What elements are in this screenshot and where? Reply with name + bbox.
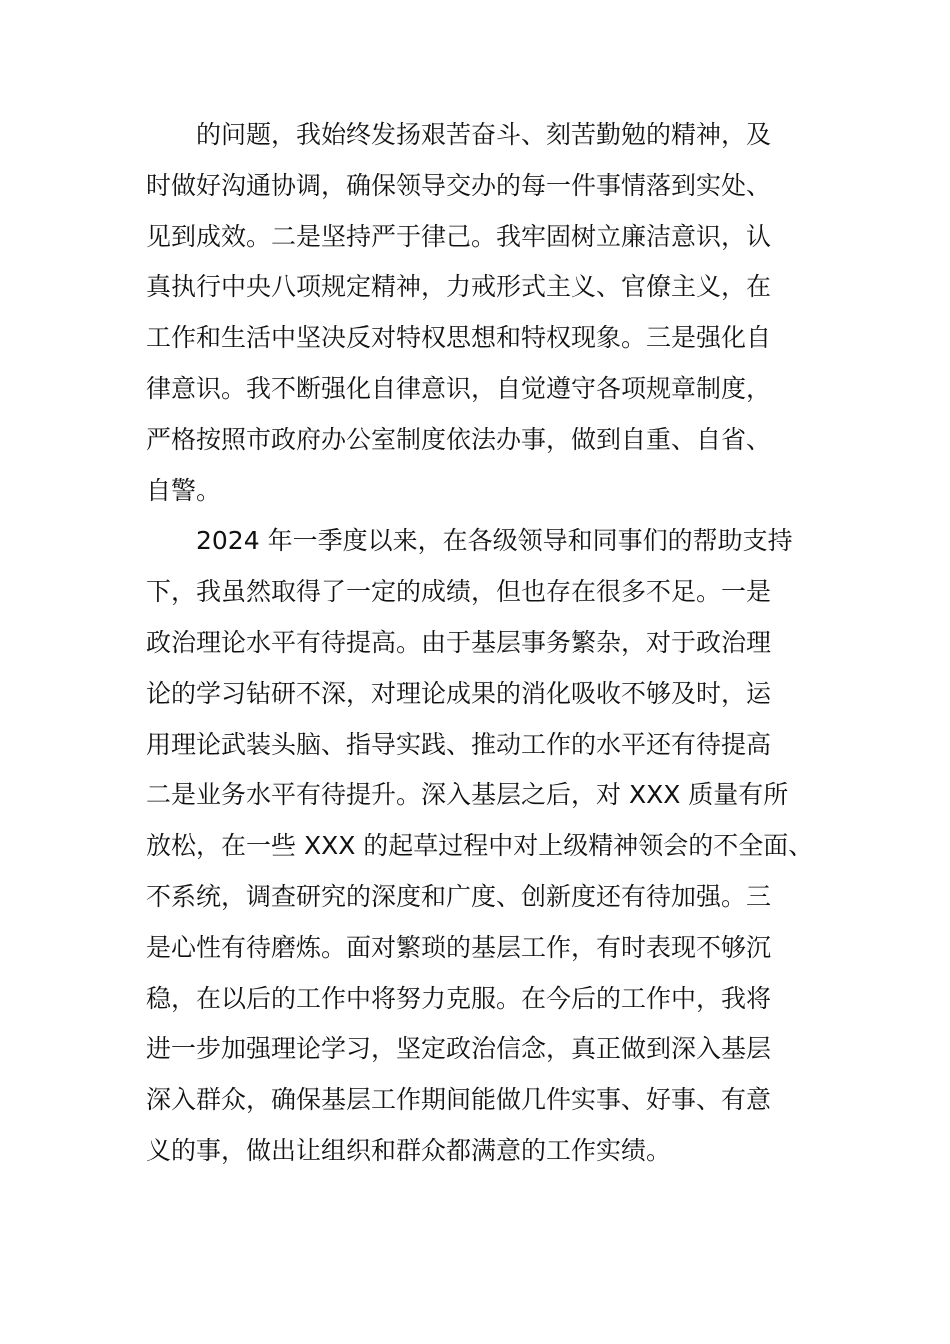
text-line: 严格按照市政府办公室制度依法办事，做到自重、自省、 [146,424,772,454]
document-body [146,110,816,1177]
text-line: 工作和生活中坚决反对特权思想和特权现象。三是强化自 [146,323,772,353]
text-line: 不系统，调查研究的深度和广度、创新度还有待加强。三 [146,881,772,911]
text-line: 深入群众，确保基层工作期间能做几件实事、好事、有意 [146,1085,772,1115]
text-line: 放松，在一些 XXX 的起草过程中对上级精神领会的不全面、 [146,831,814,861]
text-line: 2024 年一季度以来，在各级领导和同事们的帮助支持 [196,526,793,556]
text-line: 是心性有待磨炼。面对繁琐的基层工作，有时表现不够沉 [146,932,772,962]
text-line: 自警。 [146,475,222,505]
text-line: 稳，在以后的工作中将努力克服。在今后的工作中，我将 [146,983,772,1013]
paragraph-2 [146,516,816,1176]
text-line: 律意识。我不断强化自律意识，自觉遵守各项规章制度， [146,373,772,403]
text-line: 真执行中央八项规定精神，力戒形式主义、官僚主义，在 [146,272,772,302]
paragraph-1 [146,110,816,516]
text-line: 论的学习钻研不深，对理论成果的消化吸收不够及时，运 [146,678,772,708]
text-line: 下，我虽然取得了一定的成绩，但也存在很多不足。一是 [146,577,772,607]
text-line: 政治理论水平有待提高。由于基层事务繁杂，对于政治理 [146,627,772,657]
text-line: 见到成效。二是坚持严于律己。我牢固树立廉洁意识，认 [146,221,772,251]
text-line: 时做好沟通协调，确保领导交办的每一件事情落到实处、 [146,170,772,200]
text-line: 进一步加强理论学习，坚定政治信念，真正做到深入基层 [146,1034,772,1064]
text-line: 二是业务水平有待提升。深入基层之后，对 XXX 质量有所 [146,780,789,810]
text-line: 用理论武装头脑、指导实践、推动工作的水平还有待提高 [146,729,772,759]
text-line: 义的事，做出让组织和群众都满意的工作实绩。 [146,1135,672,1165]
text-line: 的问题，我始终发扬艰苦奋斗、刻苦勤勉的精神，及 [196,120,772,149]
